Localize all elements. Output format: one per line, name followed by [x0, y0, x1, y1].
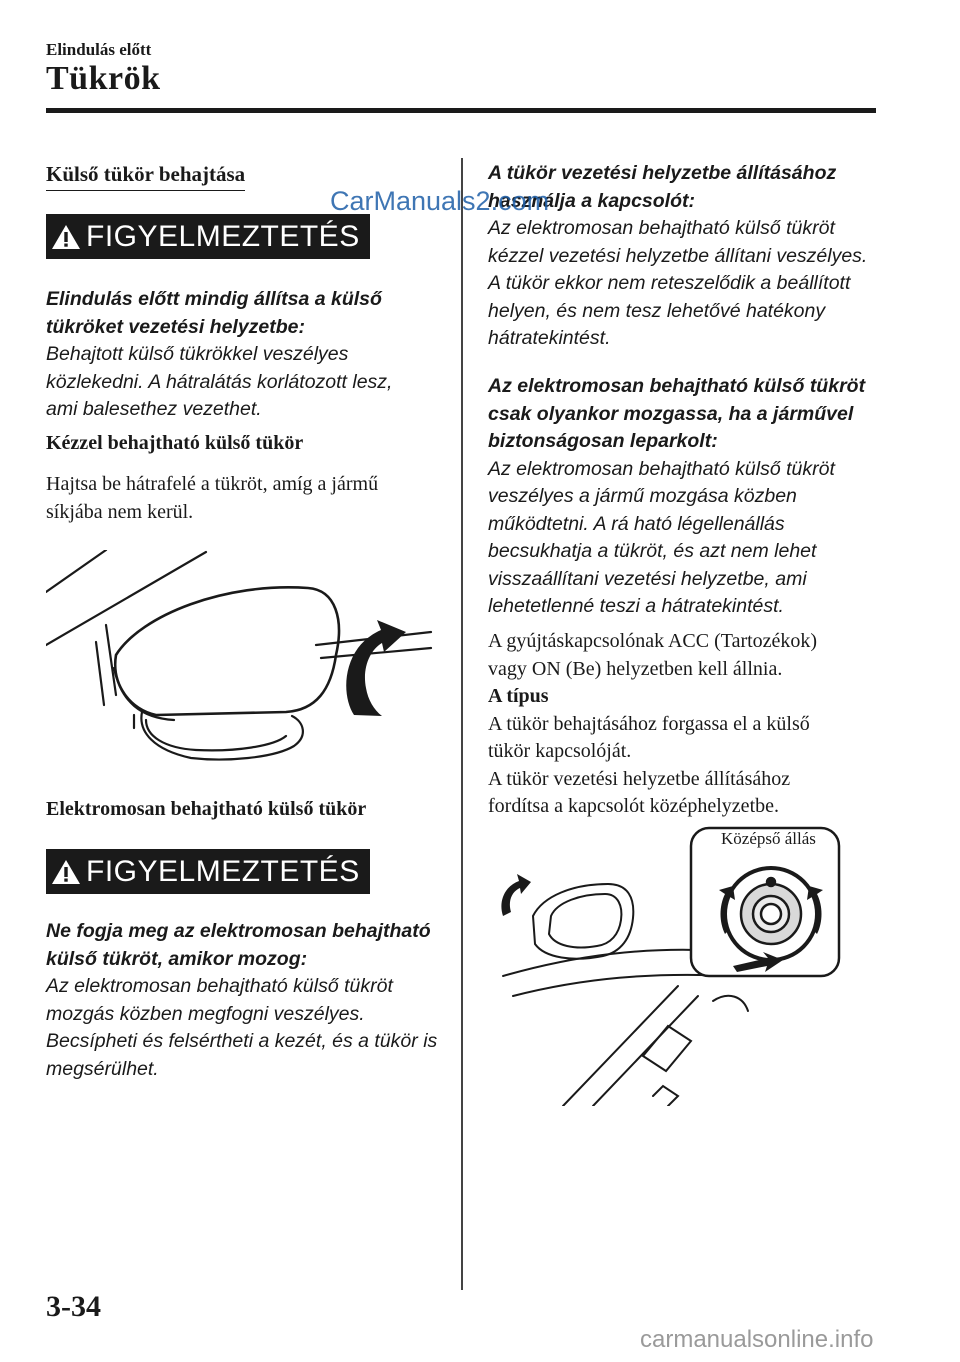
warning-triangle-icon — [46, 849, 86, 894]
r2-title-line: csak olyankor mozgassa, ha a járművel — [488, 402, 854, 425]
r3-line: A tükör behajtásához forgassa el a külső — [488, 712, 810, 735]
warning-1-body-line: Behajtott külső tükrökkel veszélyes — [46, 343, 349, 365]
section-heading: Külső tükör behajtása — [46, 162, 245, 191]
warning-1-body-line: ami balesethez vezethet. — [46, 398, 262, 420]
watermark: CarManuals2.com — [330, 186, 550, 216]
warning-1-title-line: Elindulás előtt mindig állítsa a külső — [46, 288, 382, 310]
r2-body-line: veszélyes a jármű mozgása közben — [488, 485, 797, 507]
r1-body-line: Az elektromosan behajtható külső tükröt — [488, 217, 835, 239]
r2-body-line: becsukhatja a tükröt, és azt nem lehet — [488, 540, 817, 562]
warning-2-body-line: Az elektromosan behajtható külső tükröt — [46, 975, 393, 997]
r3-line: A tükör vezetési helyzetbe állításához — [488, 767, 791, 790]
warning-2-body-line: mozgás közben megfogni veszélyes. — [46, 1002, 365, 1025]
r2-body-line: lehetetlenné teszi a hátratekintést. — [488, 595, 784, 617]
warning-2-body-line: megsérülhet. — [46, 1057, 159, 1080]
warning-banner — [46, 849, 370, 894]
r3-line: A gyújtáskapcsolónak ACC (Tartozékok) — [488, 630, 818, 652]
r1-body-line: helyen, és nem tesz lehetővé hatékony — [488, 299, 826, 322]
mirror-switch-illustration — [493, 826, 848, 1111]
manual-body-line: Hajtsa be hátrafelé a tükröt, amíg a jármű — [46, 473, 379, 495]
warning-2-body-line: Becsípheti és felsértheti a kezét, és a tükör is — [46, 1030, 438, 1052]
warning-banner — [46, 214, 370, 259]
r1-body-line: A tükör ekkor nem reteszelődik a beállított — [488, 272, 851, 294]
warning-2-title-line: Ne fogja meg az elektromosan behajtható — [46, 920, 431, 942]
switch-instructions — [488, 628, 888, 821]
folded-mirror-illustration — [46, 550, 436, 780]
warning-1-text — [46, 286, 446, 424]
warning-triangle-icon — [46, 214, 86, 259]
watermark: carmanualsonline.info — [640, 1326, 874, 1353]
breadcrumb: Elindulás előtt — [46, 40, 152, 59]
warning-label: FIGYELMEZTETÉS — [86, 219, 360, 253]
column-divider — [461, 158, 463, 1290]
r3-line: vagy ON (Be) helyzetben kell állnia. — [488, 657, 783, 680]
r2-body-line: visszaállítani vezetési helyzetbe, ami — [488, 567, 807, 590]
r2-body-line: Az elektromosan behajtható külső tükröt — [488, 457, 835, 480]
warning-1-body-line: közlekedni. A hátralátás korlátozott lesz, — [46, 370, 393, 393]
r1-body-line: hátratekintést. — [488, 327, 611, 349]
electric-mirror-heading: Elektromosan behajtható külső tükör — [46, 798, 367, 820]
r3-line: fordítsa a kapcsolót középhelyzetbe. — [488, 795, 779, 817]
title-rule — [46, 108, 876, 113]
parked-warning-text — [488, 373, 888, 621]
r2-title-line: biztonságosan leparkolt: — [488, 430, 718, 452]
r1-title-line: A tükör vezetési helyzetbe állításához — [488, 162, 837, 184]
manual-body-line: síkjába nem kerül. — [46, 501, 194, 523]
manual-mirror-text — [46, 470, 446, 526]
warning-2-text — [46, 918, 446, 1083]
r2-body-line: működtetni. A rá ható légellenállás — [488, 512, 785, 535]
r1-title-line: használja a kapcsolót: — [488, 189, 695, 212]
r3-line: tükör kapcsolóját. — [488, 740, 632, 762]
warning-2-title-line: külső tükröt, amikor mozog: — [46, 947, 308, 970]
center-position-callout: Középső állás — [721, 829, 816, 848]
r2-title-line: Az elektromosan behajtható külső tükröt — [488, 375, 866, 397]
page-number: 3-34 — [46, 1290, 101, 1323]
type-label: A típus — [488, 685, 549, 707]
warning-label: FIGYELMEZTETÉS — [86, 854, 360, 888]
manual-mirror-heading: Kézzel behajtható külső tükör — [46, 432, 304, 454]
page-title: Tükrök — [46, 60, 161, 97]
warning-1-title-line: tükröket vezetési helyzetbe: — [46, 315, 306, 338]
r1-body-line: kézzel vezetési helyzetbe állítani veszélyes. — [488, 244, 868, 267]
